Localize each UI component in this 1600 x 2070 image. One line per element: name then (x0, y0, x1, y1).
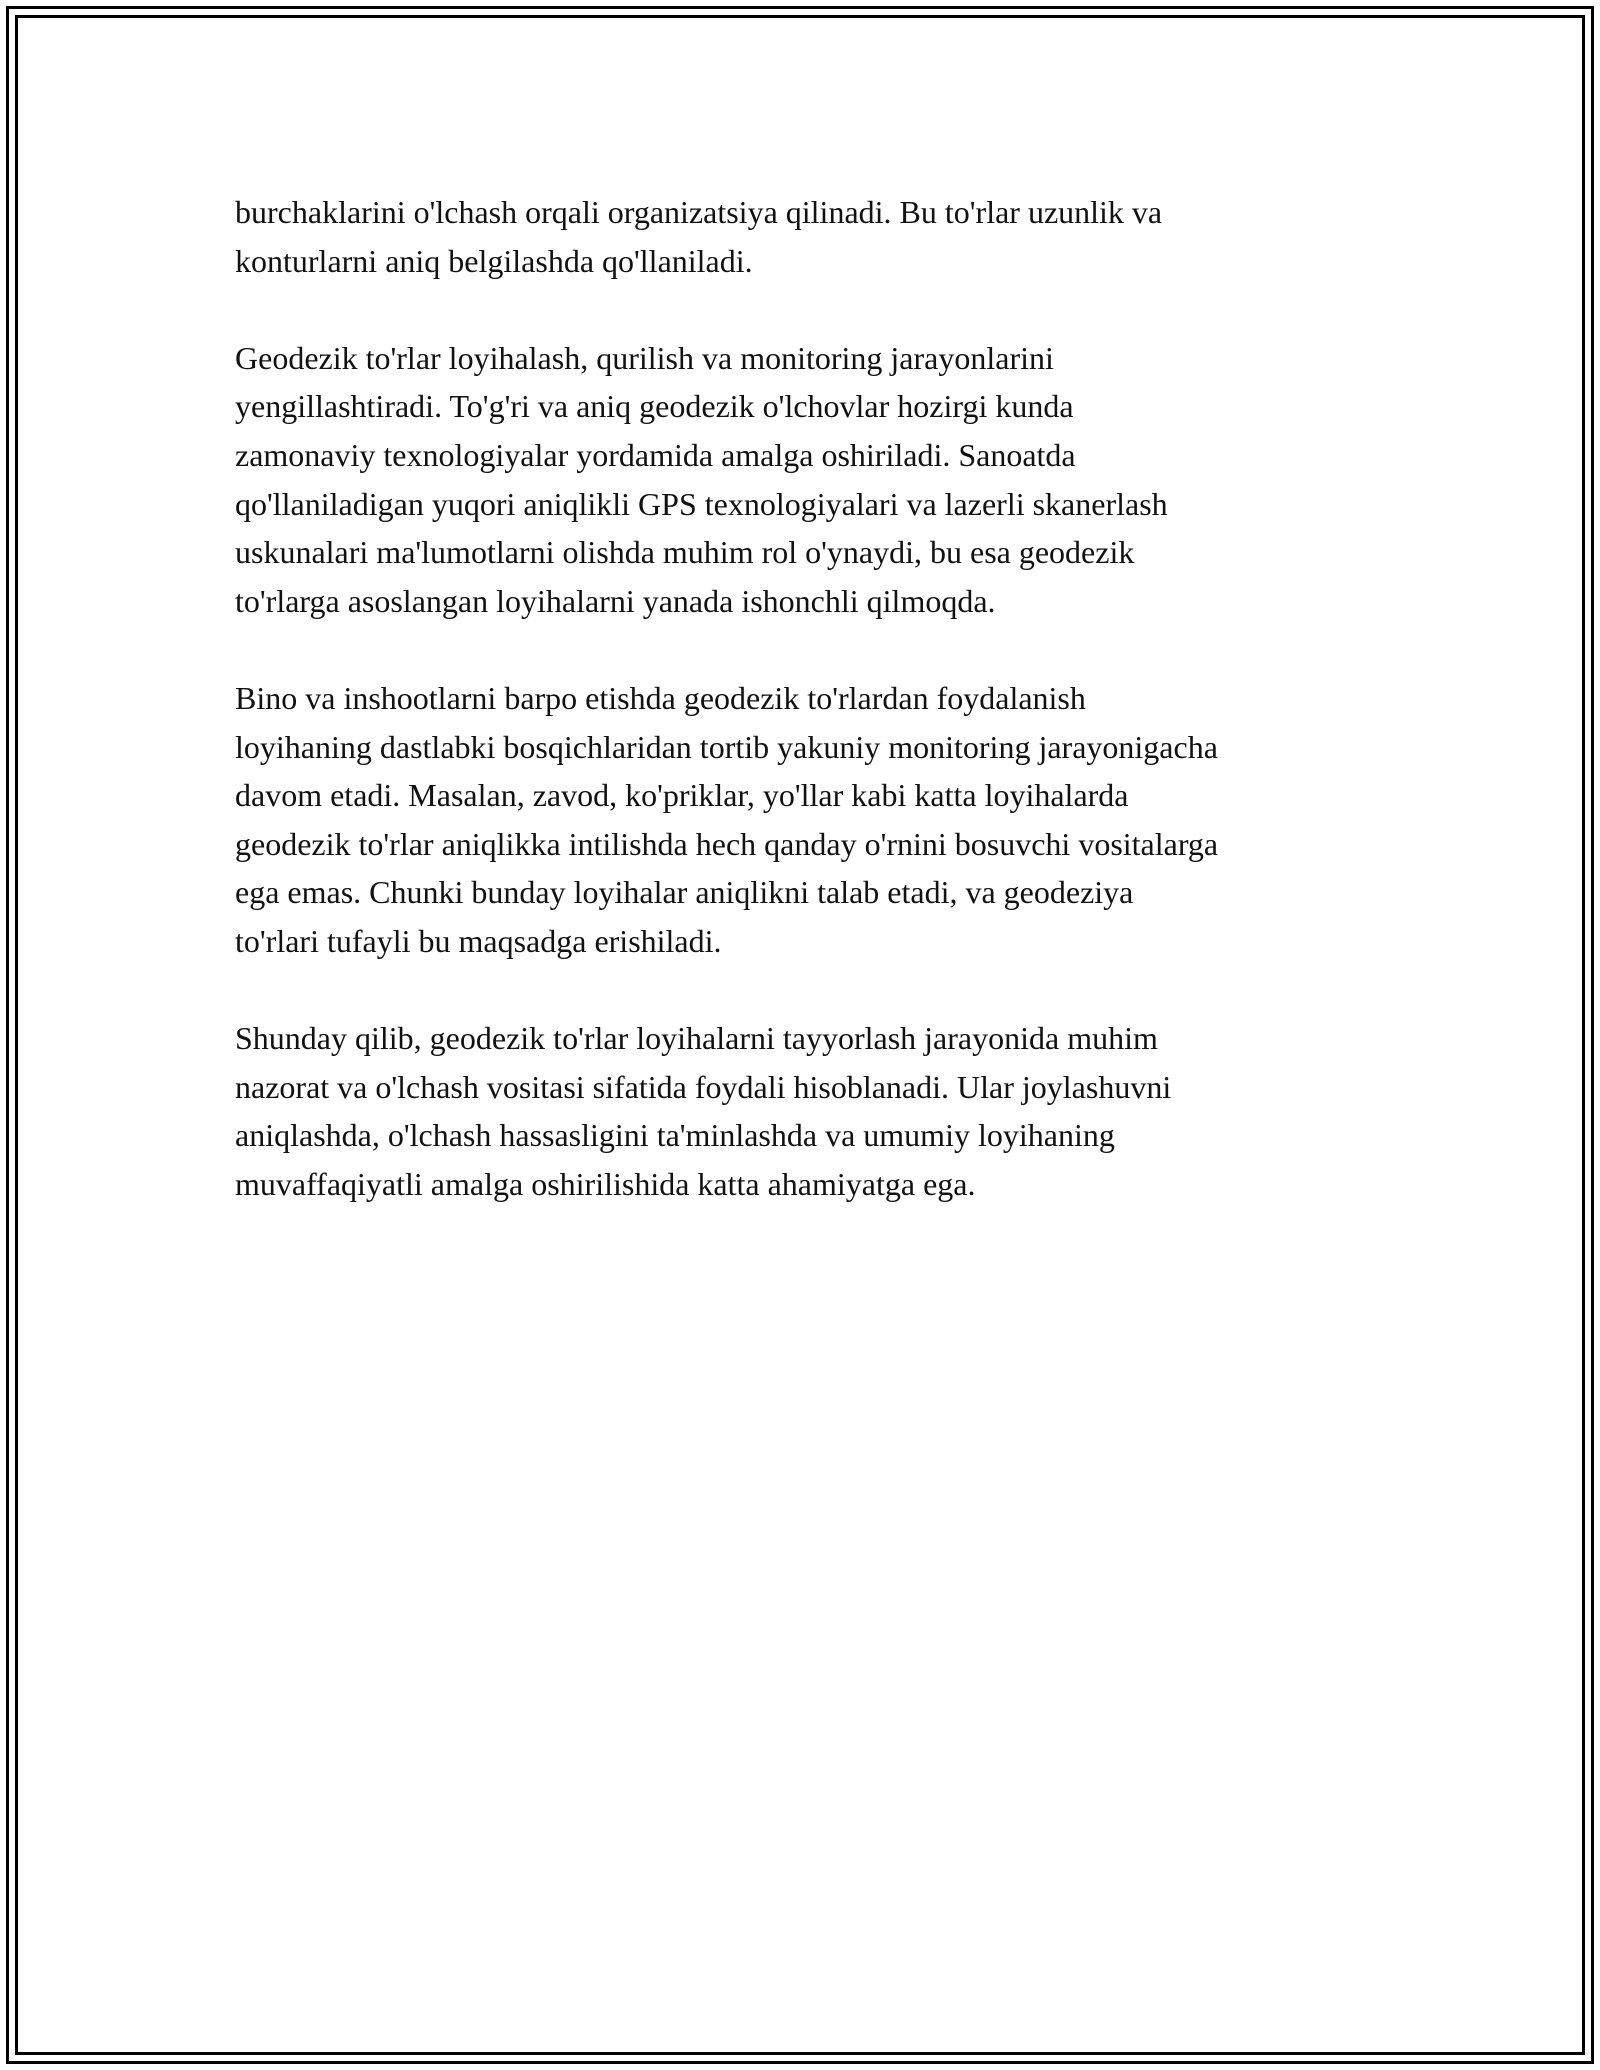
paragraph-3: Bino va inshootlarni barpo etishda geodezik to'rlardan foydalanish loyihaning dastlabki bosqichlaridan tortib yakuniy monitoring jarayonigacha davom etadi. Masalan, zavod, ko'priklar, yo'llar kabi katta loyihalarda geodezik to'rlar aniqlikka intilishda hech qanday o'rnini bosuvchi vositalarga ega emas. Chunki bunday loyihalar aniqlikni talab etadi, va geodeziya to'rlari tufayli bu maqsadga erishiladi. (235, 679, 1219, 959)
paragraph-4: Shunday qilib, geodezik to'rlar loyihalarni tayyorlash jarayonida muhim nazorat va o'lchash vositasi sifatida foydali hisoblanadi. Ular joylashuvni aniqlashda, o'lchash hassasligini ta'minlashda va umumiy loyihaning muvaffaqiyatli amalga oshirilishida katta ahamiyatga ega. (235, 1020, 1172, 1202)
document-body (235, 188, 1385, 1257)
paragraph-1: burchaklarini o'lchash orqali organizatsiya qilinadi. Bu to'rlar uzunlik va konturlarni aniq belgilashda qo'llaniladi. (235, 194, 1163, 279)
paragraph-2: Geodezik to'rlar loyihalash, qurilish va monitoring jarayonlarini yengillashtiradi. To'g'ri va aniq geodezik o'lchovlar hozirgi kunda zamonaviy texnologiyalar yordamida amalga oshiriladi. Sanoatda qo'llaniladigan yuqori aniqlikli GPS texnologiyalari va lazerli skanerlash uskunalari ma'lumotlarni olishda muhim rol o'ynaydi, bu esa geodezik to'rlarga asoslangan loyihalarni yanada ishonchli qilmoqda. (235, 339, 1168, 619)
